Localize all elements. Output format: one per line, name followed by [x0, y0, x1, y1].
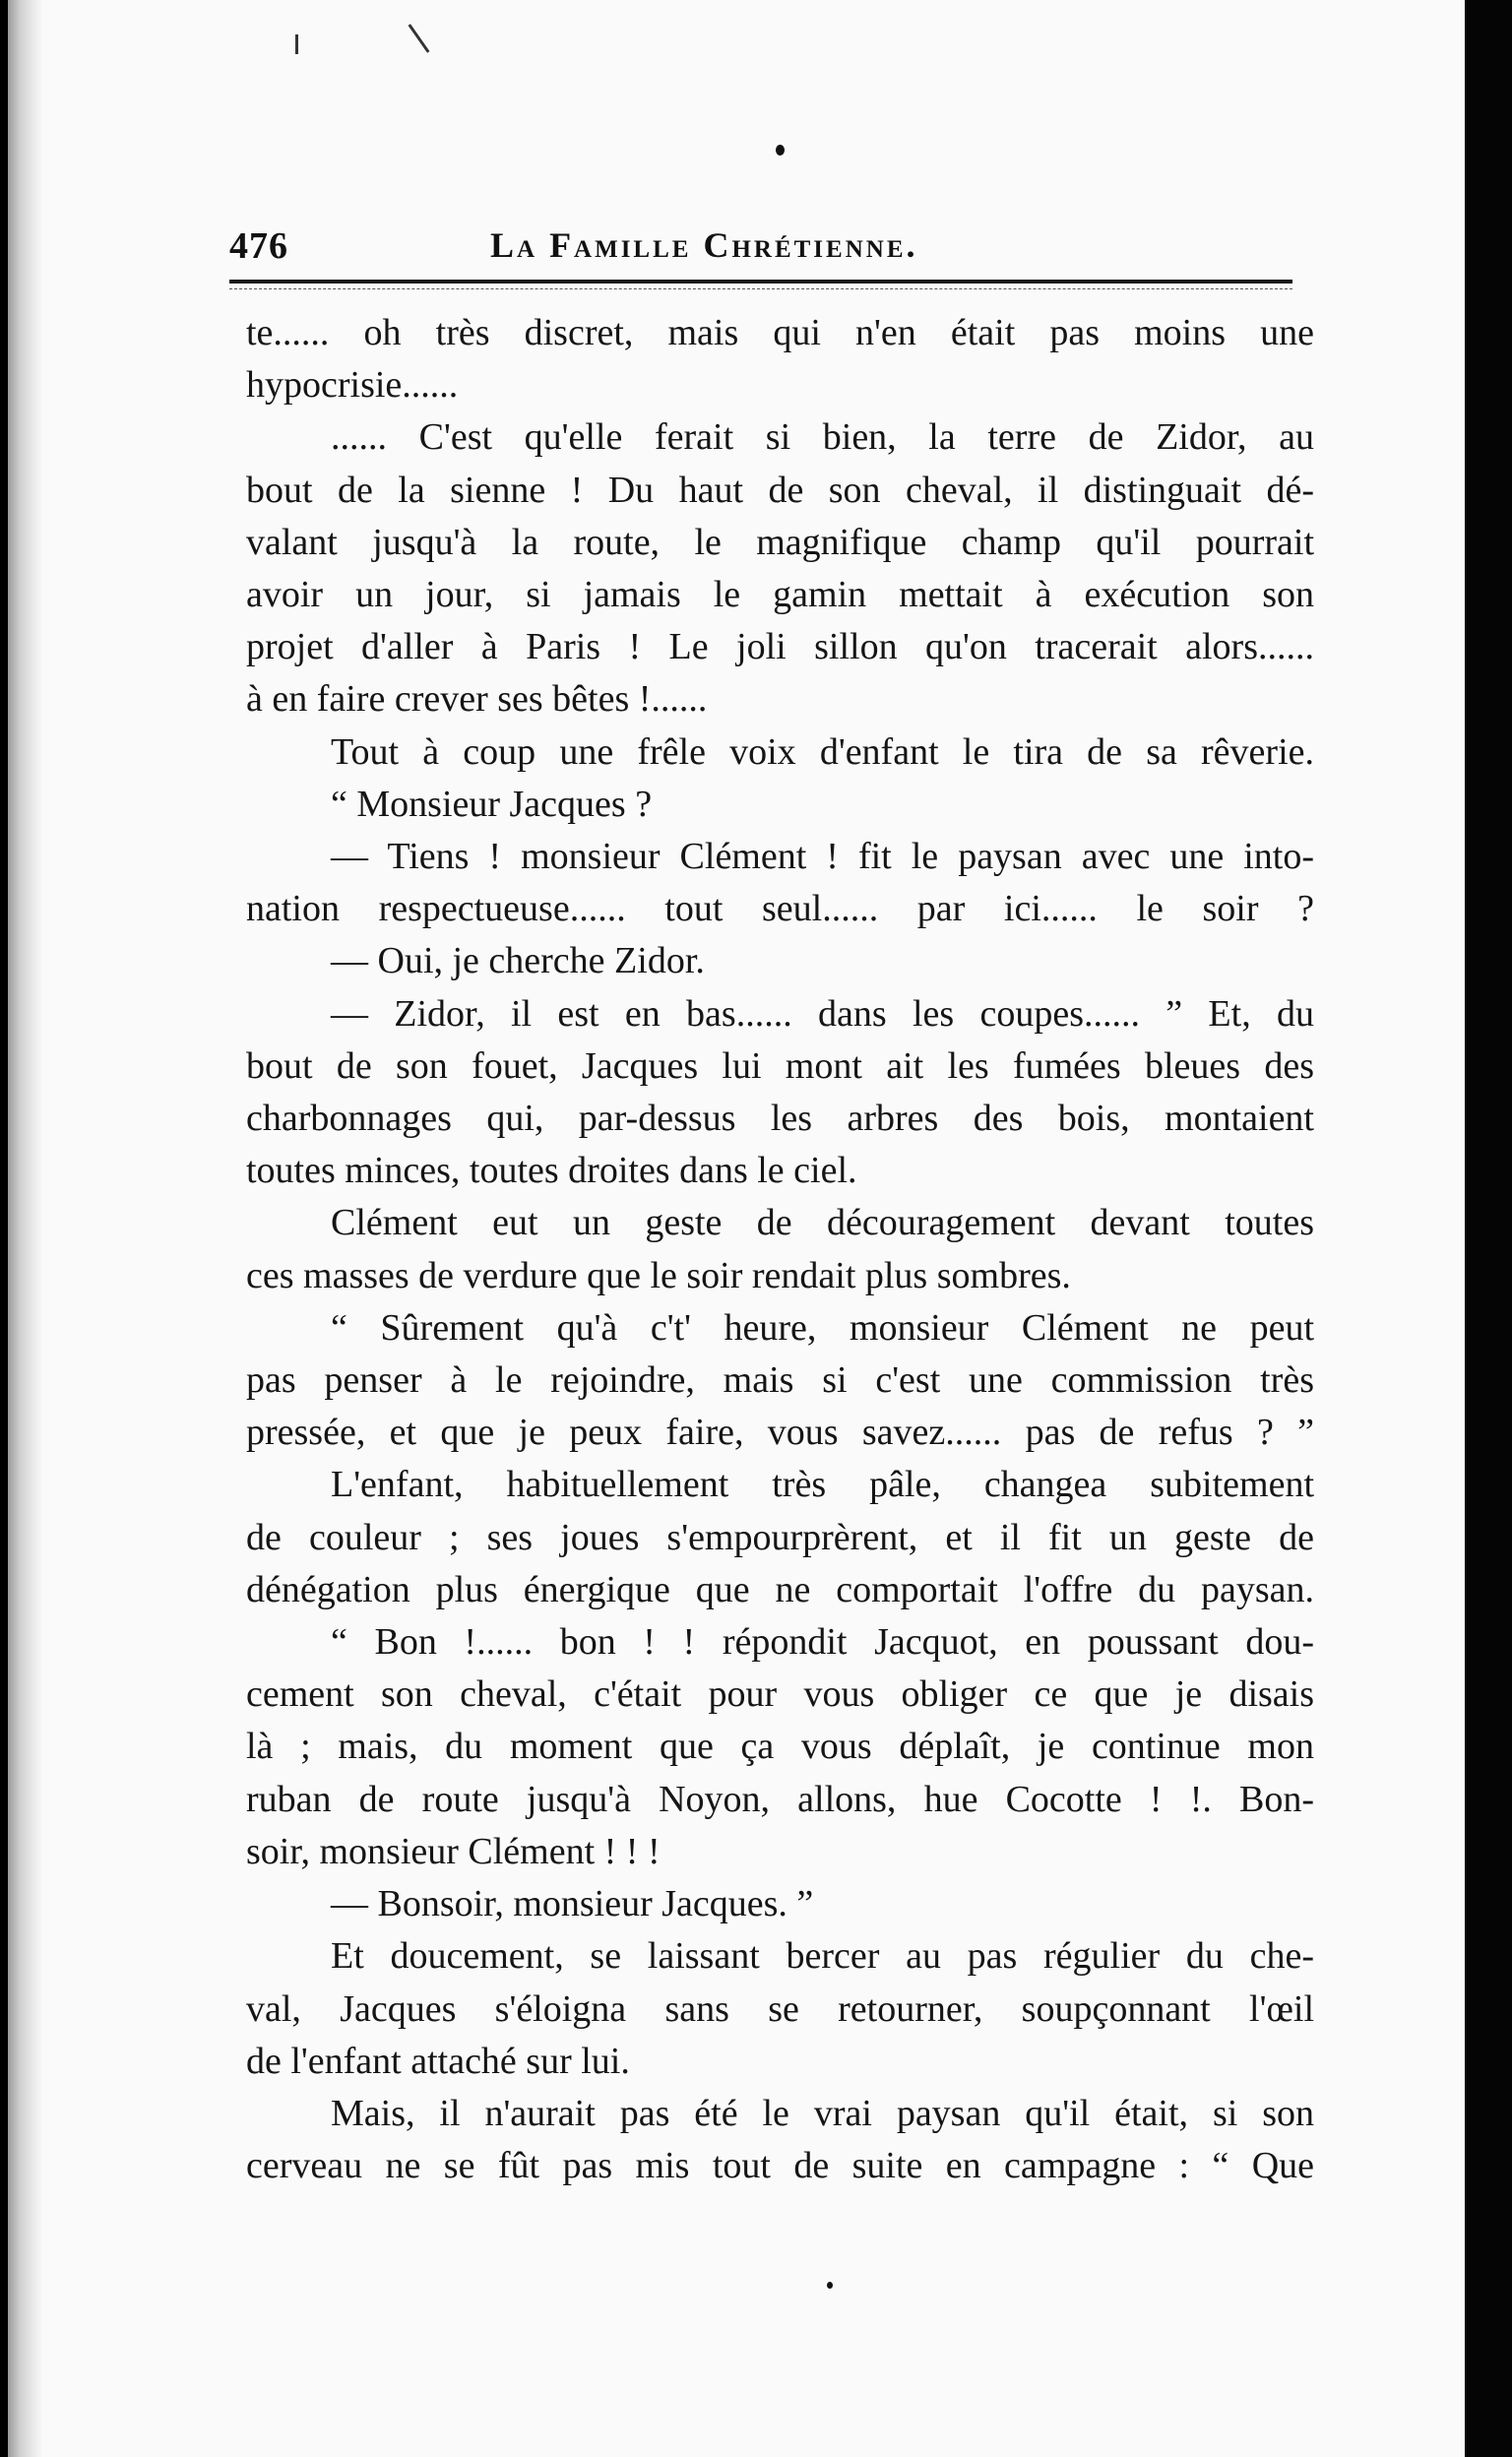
text-line: — Tiens ! monsieur Clément ! fit le paysan avec une into-	[331, 836, 1314, 878]
running-head	[229, 224, 1292, 272]
text-line: pas penser à le rejoindre, mais si c'est une commission très	[246, 1359, 1314, 1402]
text-line: nation respectueuse...... tout seul...... par ici...... le soir ?	[246, 888, 1314, 930]
binding-shadow	[8, 0, 43, 2457]
text-line: ces masses de verdure que le soir rendait plus sombres.	[246, 1254, 1071, 1296]
scan-border	[1465, 0, 1512, 2457]
text-line: soir, monsieur Clément ! ! !	[246, 1830, 661, 1872]
ink-speck	[776, 145, 785, 156]
text-line: te...... oh très discret, mais qui n'en était pas moins une	[246, 312, 1314, 353]
text-line: hypocrisie......	[246, 364, 459, 407]
text-line: val, Jacques s'éloigna sans se retourner, soupçonnant l'œil	[246, 1987, 1314, 2030]
text-line: “ Monsieur Jacques ?	[331, 783, 653, 825]
text-line: cerveau ne se fût pas mis tout de suite en campagne : “ Que	[246, 2145, 1314, 2187]
body-text	[246, 307, 1314, 2192]
text-line: pressée, et que je peux faire, vous savez...... pas de refus ? ”	[246, 1412, 1314, 1454]
text-line: à en faire crever ses bêtes !......	[246, 678, 708, 721]
text-line: L'enfant, habituellement très pâle, changea subitement	[331, 1464, 1314, 1506]
text-line: de l'enfant attaché sur lui.	[246, 2040, 630, 2082]
text-line: Tout à coup une frêle voix d'enfant le tira de sa rêverie.	[331, 730, 1314, 773]
text-line: Mais, il n'aurait pas été le vrai paysan qu'il était, si son	[331, 2092, 1314, 2134]
text-line: cement son cheval, c'était pour vous obliger ce que je disais	[246, 1673, 1314, 1716]
text-line: “ Sûrement qu'à c't' heure, monsieur Clément ne peut	[331, 1306, 1314, 1349]
text-line: bout de son fouet, Jacques lui mont ait les fumées bleues des	[246, 1044, 1314, 1087]
text-line: projet d'aller à Paris ! Le joli sillon qu'on tracerait alors......	[246, 626, 1314, 668]
running-head-title: La Famille Chrétienne.	[490, 225, 918, 265]
text-line: — Zidor, il est en bas...... dans les coupes...... ” Et, du	[331, 992, 1314, 1035]
scan-mark	[295, 34, 298, 54]
text-line: ...... C'est qu'elle ferait si bien, la terre de Zidor, au	[331, 416, 1314, 459]
text-line: charbonnages qui, par-dessus les arbres des bois, montaient	[246, 1098, 1314, 1140]
text-line: “ Bon !...... bon ! ! répondit Jacquot, en poussant dou-	[331, 1621, 1314, 1664]
page-number: 476	[229, 225, 288, 267]
ink-speck	[827, 2282, 833, 2289]
text-line: toutes minces, toutes droites dans le ciel.	[246, 1150, 857, 1192]
text-line: Clément eut un geste de découragement devant toutes	[331, 1202, 1314, 1244]
text-line: de couleur ; ses joues s'empourprèrent, et il fit un geste de	[246, 1516, 1314, 1558]
text-line: avoir un jour, si jamais le gamin mettait à exécution son	[246, 574, 1314, 616]
text-line: dénégation plus énergique que ne comportait l'offre du paysan.	[246, 1568, 1314, 1610]
text-line: valant jusqu'à la route, le magnifique champ qu'il pourrait	[246, 521, 1314, 563]
header-rule	[229, 280, 1292, 284]
header-rule-thin	[229, 288, 1292, 289]
text-line: bout de la sienne ! Du haut de son cheval, il distinguait dé-	[246, 469, 1314, 511]
text-line: là ; mais, du moment que ça vous déplaît, je continue mon	[246, 1726, 1314, 1768]
text-line: — Oui, je cherche Zidor.	[331, 940, 705, 982]
text-line: — Bonsoir, monsieur Jacques. ”	[331, 1883, 814, 1925]
text-line: ruban de route jusqu'à Noyon, allons, hue Cocotte ! !. Bon-	[246, 1778, 1314, 1820]
text-line: Et doucement, se laissant bercer au pas régulier du che-	[331, 1935, 1314, 1978]
